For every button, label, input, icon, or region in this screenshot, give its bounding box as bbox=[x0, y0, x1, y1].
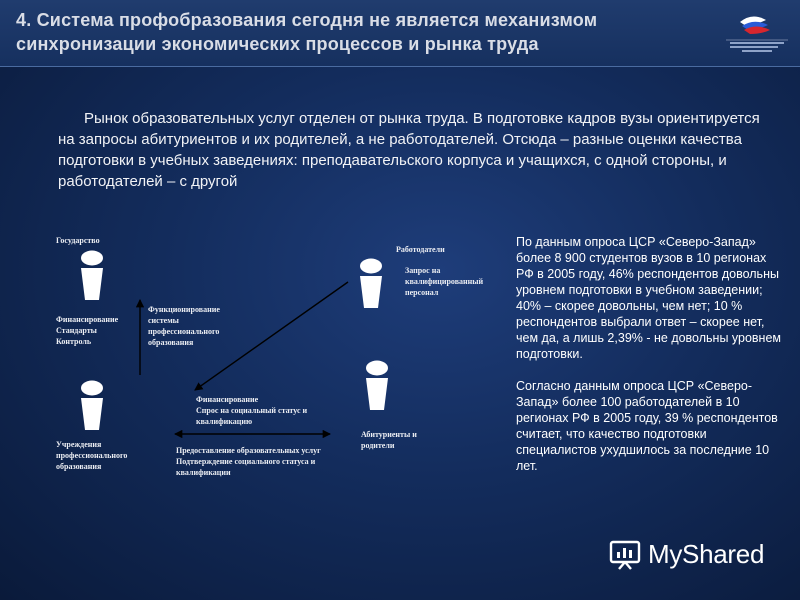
financing-line: Финансирование bbox=[196, 395, 259, 404]
services-line: Подтверждение социального статуса и bbox=[176, 457, 316, 466]
financing-line: Спрос на социальный статус и bbox=[196, 406, 308, 415]
employers-label: Работодатели bbox=[396, 245, 445, 254]
institutions-line: Учреждения bbox=[56, 440, 102, 449]
functioning-line: Функционирование bbox=[148, 305, 220, 314]
slide-title: 4. Система профобразования сегодня не является механизмом синхронизации экономических процессов и рынка труда bbox=[16, 10, 598, 54]
market-diagram bbox=[0, 220, 500, 520]
state-person-icon bbox=[79, 250, 105, 302]
functioning-line: образования bbox=[148, 338, 194, 347]
applicants-label bbox=[361, 429, 417, 451]
header-bar bbox=[0, 0, 800, 67]
applicants-line: Абитуриенты и bbox=[361, 430, 417, 439]
employer-request-line: квалифицированный bbox=[405, 277, 484, 286]
financing-line: квалификацию bbox=[196, 417, 253, 426]
employer-request-line: персонал bbox=[405, 288, 439, 297]
employers-person-icon bbox=[358, 258, 384, 310]
state-action-financing: Финансирование bbox=[56, 315, 119, 324]
financing-label bbox=[196, 394, 307, 427]
applicants-person-icon bbox=[364, 360, 390, 412]
employers-survey-text: Согласно данным опроса ЦСР «Северо-Запад» более 100 работодателей в 10 регионах РФ в 2005 году, 39 % респондентов считает, что качество подготовки специалистов ухудшилось за последние 10 лет. bbox=[516, 379, 778, 473]
survey-stats bbox=[516, 234, 784, 490]
employer-request-line: Запрос на bbox=[405, 266, 441, 275]
institutions-line: образования bbox=[56, 462, 102, 471]
state-action-standards: Стандарты bbox=[56, 326, 97, 335]
services-line: Предоставление образовательных услуг bbox=[176, 446, 321, 455]
functioning-label bbox=[148, 304, 220, 348]
csr-logo bbox=[722, 8, 792, 60]
services-line: квалификации bbox=[176, 468, 231, 477]
state-actions-label bbox=[56, 314, 118, 347]
institutions-label bbox=[56, 439, 127, 472]
applicants-line: родители bbox=[361, 441, 395, 450]
intro-text: Рынок образовательных услуг отделен от рынка труда. В подготовке кадров вузы ориентируется на запросы абитуриентов и их родителей, а не работодателей. Отсюда – разные оценки качества подготовки в учебных заведениях: преподавательского корпуса и учащихся, с одной стороны, и работодателей – с другой bbox=[58, 110, 760, 190]
myshared-watermark[interactable] bbox=[608, 536, 764, 572]
institutions-person-icon bbox=[79, 380, 105, 432]
state-action-control: Контроль bbox=[56, 337, 92, 346]
institutions-line: профессионального bbox=[56, 451, 128, 460]
students-survey-text: По данным опроса ЦСР «Северо-Запад» более 8 900 студентов вузов в 10 регионах РФ в 2005 году, 46% респондентов довольны уровнем подготовки в учебном заведении; 40% – скорее довольны, чем нет; 10 % респондентов выбрали ответ – скорее нет, чем да, а лишь 2,39% - не довольны уровнем подготовки. bbox=[516, 235, 782, 361]
state-label: Государство bbox=[56, 236, 100, 245]
functioning-line: профессионального bbox=[148, 327, 220, 336]
watermark-text: MyShared bbox=[648, 538, 765, 569]
employer-request-label bbox=[405, 265, 483, 298]
services-label bbox=[176, 445, 321, 478]
intro-paragraph bbox=[58, 108, 770, 192]
functioning-line: системы bbox=[148, 316, 179, 325]
presentation-board-icon bbox=[608, 537, 642, 571]
